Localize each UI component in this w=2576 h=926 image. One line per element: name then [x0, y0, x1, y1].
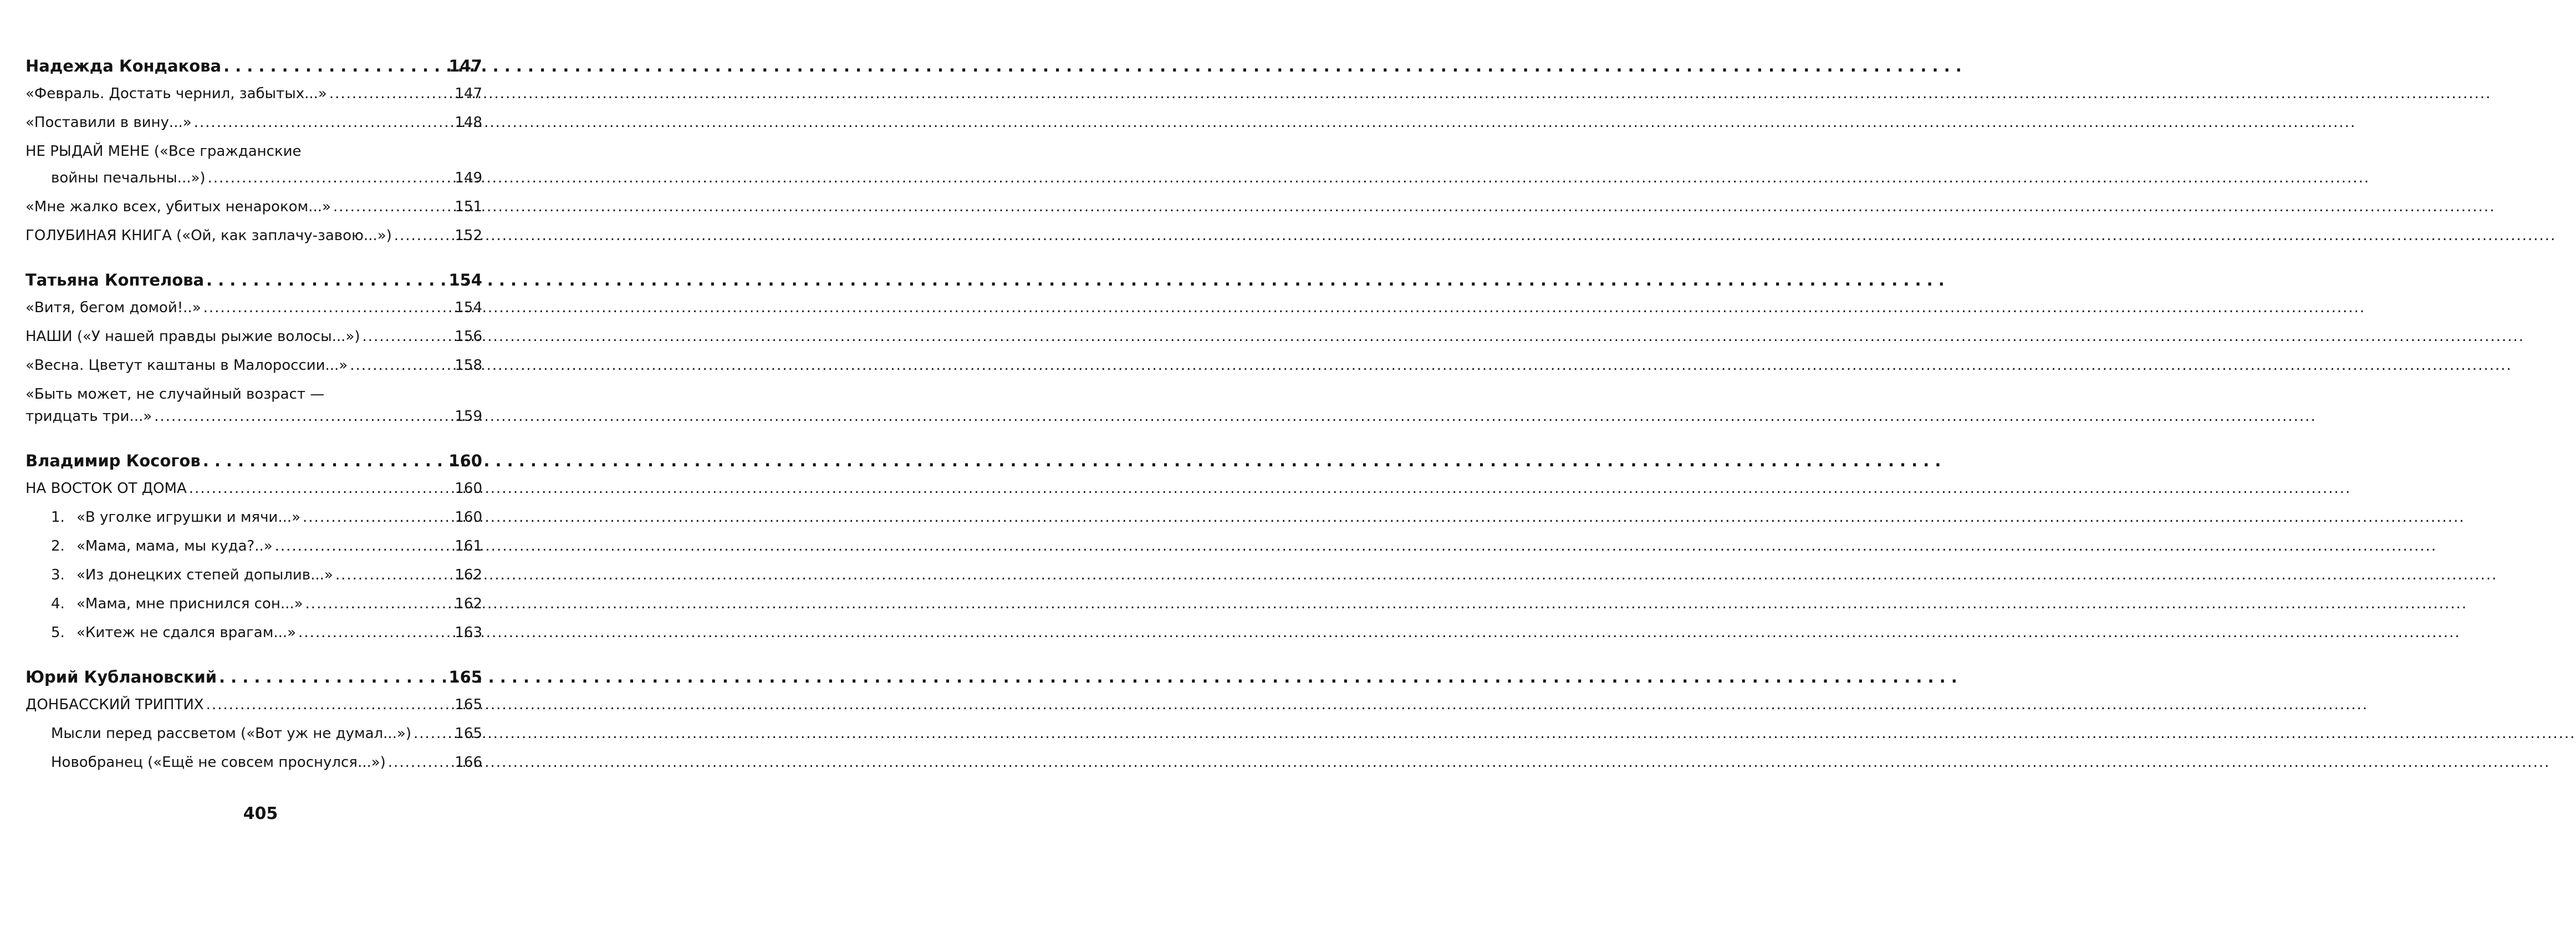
toc-subentry	[25, 623, 482, 642]
entry-title: «Витя, бегом домой!..»	[25, 299, 201, 316]
page-ref: 161	[455, 538, 482, 554]
page-ref: 159	[455, 408, 482, 425]
entry-title: «Поставили в вину...»	[25, 114, 192, 131]
page-ref: 156	[455, 328, 482, 345]
toc-entry-multiline	[25, 385, 482, 426]
page-ref: 165	[448, 668, 482, 686]
toc-entry-continuation	[25, 169, 482, 187]
page-ref: 152	[455, 227, 482, 244]
entry-number: 5.	[51, 624, 65, 641]
toc-entry	[25, 197, 482, 216]
toc-entry	[25, 356, 482, 375]
dot-leader	[298, 623, 452, 642]
entry-title: «Мама, мама, мы куда?..»	[76, 538, 273, 554]
entry-number: 2.	[51, 538, 65, 554]
dot-leader	[203, 450, 447, 471]
dot-leader	[208, 169, 453, 187]
toc-entry-continuation	[25, 407, 482, 426]
toc-subentry	[25, 594, 482, 613]
dot-leader	[194, 113, 453, 132]
dot-leader	[335, 566, 453, 584]
page-ref: 154	[455, 299, 482, 316]
entry-title: «Февраль. Достать чернил, забытых...»	[25, 85, 327, 102]
toc-author-heading	[25, 55, 482, 77]
toc-entry	[25, 113, 482, 132]
dot-leader	[414, 724, 452, 743]
toc-author-heading	[25, 666, 482, 688]
entry-number: 4.	[51, 596, 65, 612]
page-ref: 154	[448, 271, 482, 289]
table-of-contents	[25, 55, 482, 782]
dot-leader	[303, 508, 452, 527]
entry-title: ДОНБАССКИЙ ТРИПТИХ	[25, 696, 204, 713]
page-ref: 166	[455, 754, 482, 771]
author-name: Надежда Кондакова	[25, 57, 222, 75]
toc-entry	[25, 298, 482, 317]
entry-title: Новобранец («Ещё не совсем проснулся...»)	[51, 754, 386, 771]
entry-title-line2: войны печальны...»)	[51, 170, 206, 186]
entry-number: 3.	[51, 567, 65, 583]
dot-leader	[275, 537, 453, 556]
dot-leader	[219, 666, 446, 688]
entry-title-line2: тридцать три...»	[25, 408, 152, 425]
entry-title-line1: НЕ РЫДАЙ МЕНЕ («Все гражданские	[25, 143, 302, 160]
toc-author-heading	[25, 450, 482, 471]
dot-leader	[329, 84, 453, 103]
toc-entry	[25, 695, 482, 714]
dot-leader	[350, 356, 452, 375]
entry-title: «Мама, мне приснился сон...»	[76, 596, 303, 612]
author-name: Юрий Кублановский	[25, 668, 217, 686]
entry-title: «Весна. Цветут каштаны в Малороссии...»	[25, 357, 348, 374]
dot-leader	[394, 226, 453, 245]
toc-entry	[25, 84, 482, 103]
page-ref: 163	[455, 624, 482, 641]
toc-entry-multiline	[25, 142, 482, 187]
dot-leader	[223, 55, 446, 77]
toc-entry	[25, 226, 482, 245]
entry-title: Мысли перед рассветом («Вот уж не думал...»)	[51, 725, 411, 742]
author-name: Владимир Косогов	[25, 451, 201, 470]
entry-title: «Китеж не сдался врагам...»	[76, 624, 297, 641]
entry-title: «В уголке игрушки и мячи...»	[76, 509, 301, 526]
entry-title: «Из донецких степей допылив...»	[76, 567, 333, 583]
entry-title-line1: «Быть может, не случайный возраст —	[25, 386, 325, 403]
dot-leader	[305, 594, 453, 613]
page-ref: 148	[455, 114, 482, 131]
toc-subentry	[25, 566, 482, 584]
page-ref: 165	[455, 725, 482, 742]
page-ref: 162	[455, 596, 482, 612]
page-ref: 147	[448, 57, 482, 75]
dot-leader	[362, 327, 452, 346]
toc-subentry	[25, 537, 482, 556]
page-ref: 160	[455, 509, 482, 526]
page-ref: 160	[455, 480, 482, 497]
dot-leader	[206, 269, 446, 291]
toc-subentry	[25, 724, 482, 743]
dot-leader	[189, 479, 453, 498]
dot-leader	[154, 407, 452, 426]
dot-leader	[388, 753, 453, 772]
page-ref: 160	[448, 451, 482, 470]
page-ref: 151	[455, 199, 482, 215]
page-ref: 162	[455, 567, 482, 583]
toc-subentry	[25, 753, 482, 772]
entry-title: НА ВОСТОК ОТ ДОМА	[25, 480, 187, 497]
dot-leader	[203, 298, 453, 317]
entry-number: 1.	[51, 509, 65, 526]
page-ref: 149	[455, 170, 482, 186]
toc-subentry	[25, 508, 482, 527]
page-ref: 158	[455, 357, 482, 374]
page-ref: 147	[455, 85, 482, 102]
toc-entry	[25, 479, 482, 498]
dot-leader	[206, 695, 453, 714]
author-name: Татьяна Коптелова	[25, 271, 205, 289]
page-number: 405	[243, 804, 278, 823]
toc-entry	[25, 327, 482, 346]
dot-leader	[333, 197, 452, 216]
page-ref: 165	[455, 696, 482, 713]
entry-title: ГОЛУБИНАЯ КНИГА («Ой, как заплачу-завою...»)	[25, 227, 392, 244]
toc-author-heading	[25, 269, 482, 291]
entry-title: НАШИ («У нашей правды рыжие волосы...»)	[25, 328, 360, 345]
entry-title: «Мне жалко всех, убитых ненароком...»	[25, 199, 331, 215]
